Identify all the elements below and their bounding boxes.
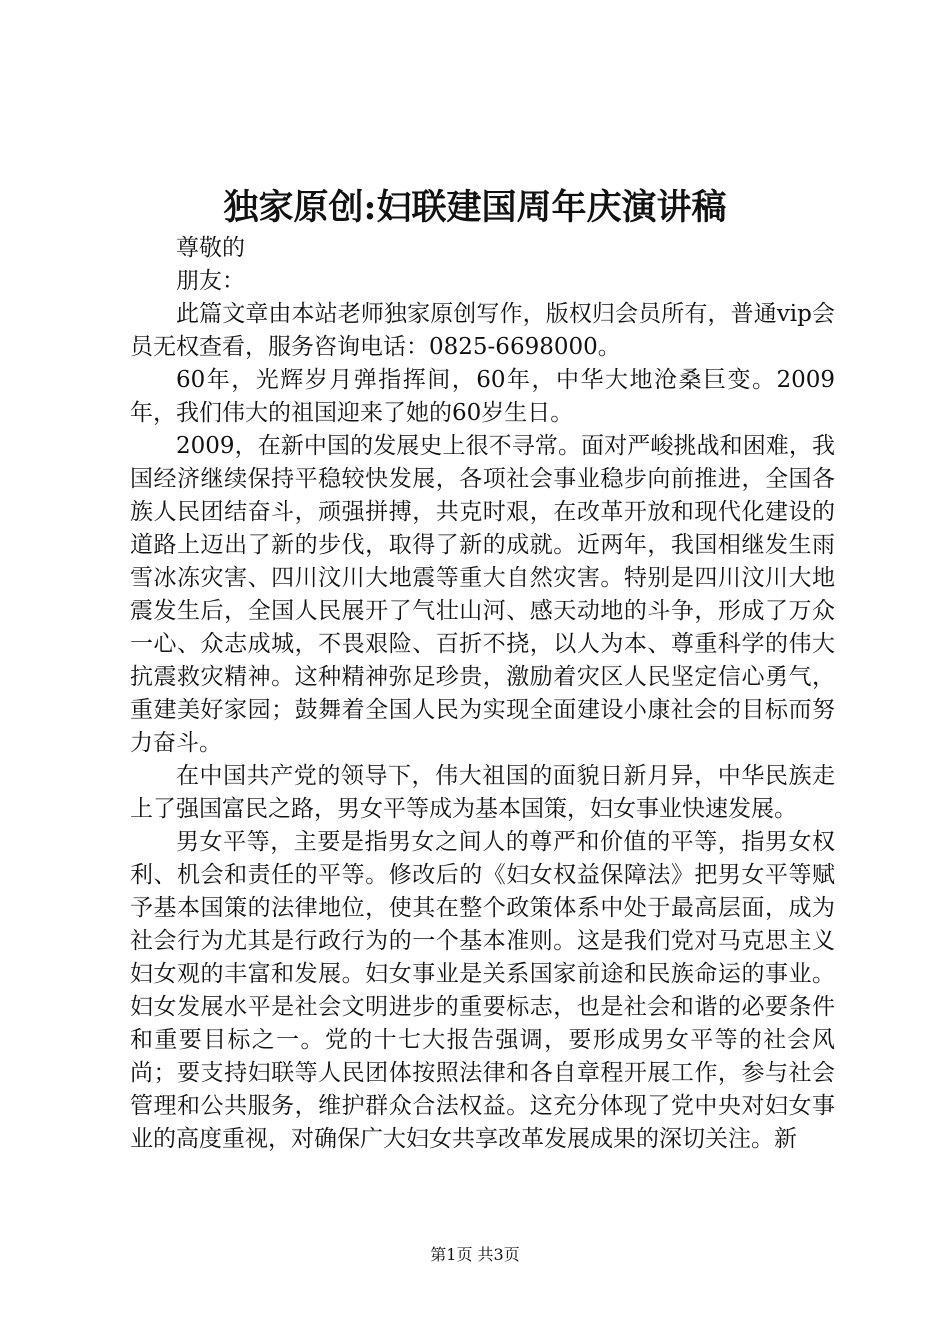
page-number-footer: 第1页 共3页: [430, 1245, 520, 1264]
paragraph: 60年，光辉岁月弹指挥间，60年，中华大地沧桑巨变。2009年，我们伟大的祖国迎来了她的60岁生日。: [130, 367, 835, 426]
greeting-line: 朋友：: [176, 268, 245, 294]
greeting-line: 尊敬的: [176, 235, 245, 261]
paragraph: 在中国共产党的领导下，伟大祖国的面貌日新月异，中华民族走上了强国富民之路，男女平等成为基本国策，妇女事业快速发展。: [130, 763, 835, 822]
document-body: [130, 232, 835, 1156]
paragraph: 此篇文章由本站老师独家原创写作，版权归会员所有，普通vip会员无权查看，服务咨询电话：0825-6698000。: [130, 301, 835, 360]
paragraph: 2009，在新中国的发展史上很不寻常。面对严峻挑战和困难，我国经济继续保持平稳较快发展，各项社会事业稳步向前推进，全国各族人民团结奋斗，顽强拼搏，共克时艰，在改革开放和现代化建设的道路上迈出了新的步伐，取得了新的成就。近两年，我国相继发生雨雪冰冻灾害、四川汶川大地震等重大自然灾害。特别是四川汶川大地震发生后，全国人民展开了气壮山河、感天动地的斗争，形成了万众一心、众志成城，不畏艰险、百折不挠，以人为本、尊重科学的伟大抗震救灾精神。这种精神弥足珍贵，激励着灾区人民坚定信心勇气，重建美好家园；鼓舞着全国人民为实现全面建设小康社会的目标而努力奋斗。: [130, 433, 835, 756]
document-title: 独家原创:妇联建国周年庆演讲稿: [223, 187, 727, 228]
paragraph: 男女平等，主要是指男女之间人的尊严和价值的平等，指男女权利、机会和责任的平等。修改后的《妇女权益保障法》把男女平等赋予基本国策的法律地位，使其在整个政策体系中处于最高层面，成为社会行为尤其是行政行为的一个基本准则。这是我们党对马克思主义妇女观的丰富和发展。妇女事业是关系国家前途和民族命运的事业。妇女发展水平是社会文明进步的重要标志，也是社会和谐的必要条件和重要目标之一。党的十七大报告强调，要形成男女平等的社会风尚；要支持妇联等人民团体按照法律和各自章程开展工作，参与社会管理和公共服务，维护群众合法权益。这充分体现了党中央对妇女事业的高度重视，对确保广大妇女共享改革发展成果的深切关注。新: [130, 829, 835, 1152]
